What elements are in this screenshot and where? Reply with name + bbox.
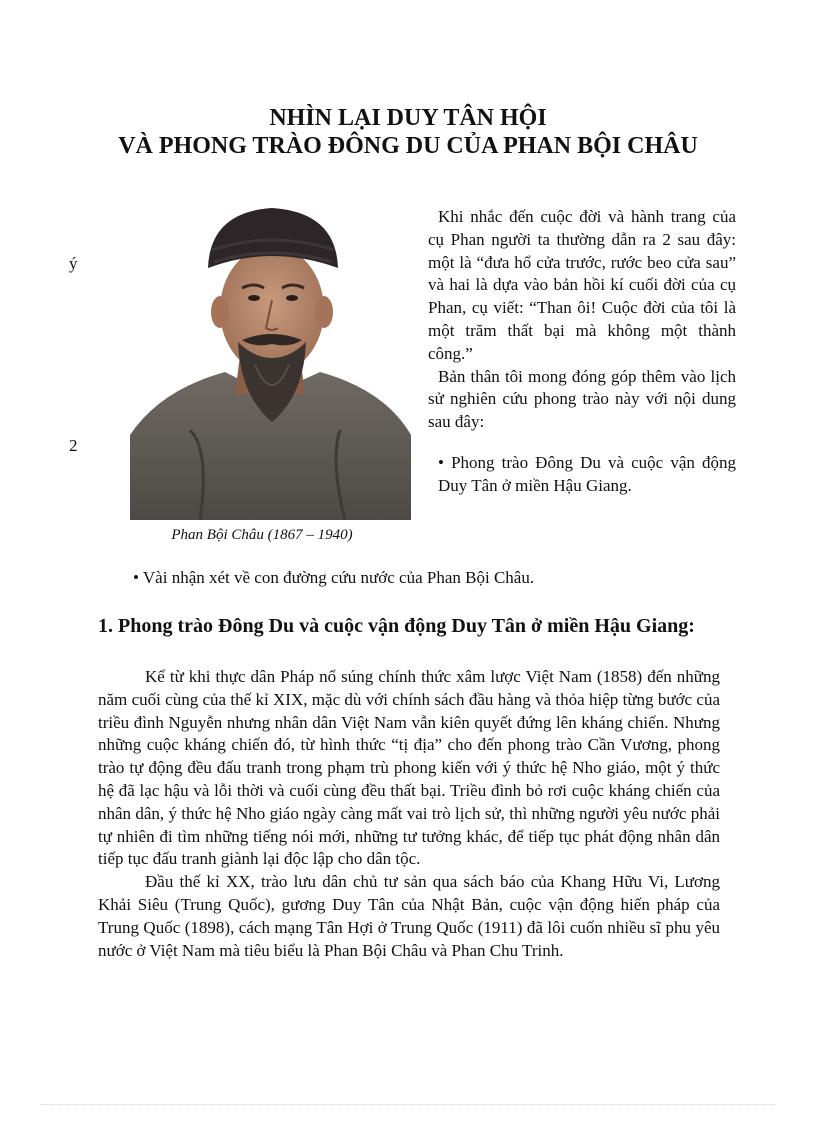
page-footer-rule <box>40 1104 776 1105</box>
bullet-item: • Vài nhận xét về con đường cứu nước của Phan Bội Châu. <box>133 568 535 587</box>
margin-mark: 2 <box>69 436 78 455</box>
section-heading: 1. Phong trào Đông Du và cuộc vận động Duy Tân ở miền Hậu Giang: <box>98 615 695 637</box>
portrait-image <box>130 190 411 520</box>
body-paragraph: Đầu thế kỉ XX, trào lưu dân chủ tư sản qua sách báo của Khang Hữu Vi, Lương Khải Siêu (Trung Quốc), gương Duy Tân của Nhật Bản, cuộc vận động hiến pháp của Trung Quốc (1898), cách mạng Tân Hợi ở Trung Quốc (1911) đã lôi cuốn nhiều sĩ phu yêu nước ở Việt Nam mà tiêu biểu là Phan Bội Châu và Phan Chu Trinh. <box>98 872 720 960</box>
section-body <box>98 666 720 962</box>
margin-mark: ý <box>69 254 78 273</box>
body-paragraph: Kể từ khi thực dân Pháp nổ súng chính thức xâm lược Việt Nam (1858) đến những năm cuối cùng của thế kỉ XIX, mặc dù với chính sách đầu hàng và thỏa hiệp từng bước của triều đình Nguyễn nhưng nhân dân Việt Nam vẫn kiên quyết đứng lên kháng chiến. Nhưng những cuộc kháng chiến đó, từ hình thức “tị địa” cho đến phong trào Cần Vương, phong trào tự động đều đấu tranh trong phạm trù phong kiến với ý thức hệ Nho giáo, một ý thức hệ đã lạc hậu và lỗi thời và cuối cùng đều thất bại. Triều đình bỏ rơi cuộc kháng chiến của nhân dân, ý thức hệ Nho giáo ngày càng mất vai trò lịch sử, thì những người yêu nước phải tự nhiên đi tìm những tiếng nói mới, những tư tưởng khác, để tiếp tục phát động nhân dân tiếp tục đấu tranh giành lại độc lập cho dân tộc. <box>98 667 720 869</box>
intro-paragraph: Bản thân tôi mong đóng góp thêm vào lịch sử nghiên cứu phong trào này với nội dung sau đây: <box>428 366 736 432</box>
page-title-line-1: NHÌN LẠI DUY TÂN HỘI <box>269 105 547 131</box>
page-title-line-2: VÀ PHONG TRÀO ĐÔNG DU CỦA PHAN BỘI CHÂU <box>118 133 698 159</box>
portrait-photo <box>130 190 411 520</box>
intro-paragraph: Khi nhắc đến cuộc đời và hành trang của cụ Phan người ta thường dẫn ra 2 sau đây: một là “đưa hổ cửa trước, rước beo cửa sau” và hai là dựa vào bản hồi kí cuối đời của cụ Phan, cụ viết: “Than ôi! Cuộc đời của tôi là một trăm thất bại mà không một thành công.” <box>428 207 736 363</box>
portrait-caption: Phan Bội Châu (1867 – 1940) <box>171 527 353 543</box>
intro-column <box>428 206 736 498</box>
bullet-item: • Phong trào Đông Du và cuộc vận động Duy Tân ở miền Hậu Giang. <box>438 452 736 495</box>
